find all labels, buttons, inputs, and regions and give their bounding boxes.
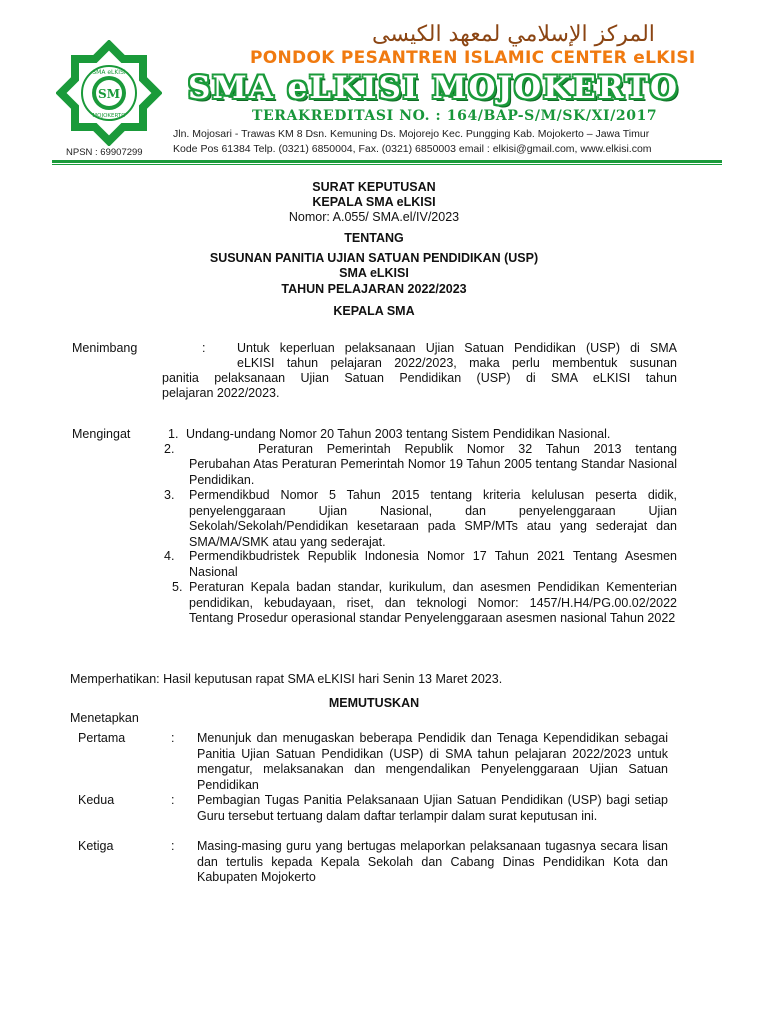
mengingat-num-1: 1. bbox=[168, 427, 179, 441]
subject-line-3: TAHUN PELAJARAN 2022/2023 bbox=[281, 282, 467, 296]
arabic-name: المركز الإسلامي لمعهد الكيسى bbox=[372, 22, 655, 47]
school-logo bbox=[56, 40, 162, 146]
mengingat-item-4: Permendikbudristek Republik Indonesia Nomor 17 Tahun 2021 Tentang Asesmen Nasional bbox=[189, 549, 677, 579]
doc-number: Nomor: A.055/ SMA.el/IV/2023 bbox=[288, 210, 460, 224]
school-name: SMA eLKISI MOJOKERTO bbox=[188, 70, 680, 106]
subject-line-2: SMA eLKISI bbox=[339, 266, 409, 280]
decision-colon-kedua: : bbox=[171, 793, 175, 807]
logo-bottom-text: MOJOKERTO bbox=[92, 113, 126, 119]
accreditation: TERAKREDITASI NO. : 164/BAP-S/M/SK/XI/2017 bbox=[252, 108, 658, 124]
subject-line-1: SUSUNAN PANITIA UJIAN SATUAN PENDIDIKAN (USP) bbox=[209, 251, 539, 265]
mengingat-item-2-first: Peraturan Pemerintah Republik Nomor 32 Tahun 2013 tentang bbox=[258, 442, 677, 456]
memperhatikan: Memperhatikan: Hasil keputusan rapat SMA eLKISI hari Senin 13 Maret 2023. bbox=[70, 672, 503, 686]
address-line-1: Jln. Mojosari - Trawas KM 8 Dsn. Kemuning Ds. Mojorejo Kec. Pungging Kab. Mojokerto – Jawa Timur bbox=[173, 128, 650, 140]
memutuskan-heading: MEMUTUSKAN bbox=[328, 696, 420, 710]
menimbang-label: Menimbang bbox=[72, 341, 138, 355]
logo-top-text: SMA eLKISI bbox=[92, 69, 126, 76]
logo-center-text: SM bbox=[98, 87, 120, 101]
header-divider bbox=[52, 160, 722, 163]
decision-colon-ketiga: : bbox=[171, 839, 175, 853]
mengingat-item-3: Permendikbud Nomor 5 Tahun 2015 tentang kriteria kelulusan peserta didik, penyelenggaraan Ujian Nasional, dan penyelenggaraan Ujian Sekolah/Sekolah/Pendidikan kesetaraan pada SMP/MTs atau yang sederajat dan SMA/MA/SMK atau yang sederajat. bbox=[189, 488, 677, 549]
menimbang-line-2: eLKISI tahun pelajaran 2022/2023, maka perlu membentuk susunan bbox=[237, 356, 677, 370]
mengingat-num-3: 3. bbox=[164, 488, 175, 502]
npsn: NPSN : 69907299 bbox=[66, 147, 143, 158]
menimbang-line-1: Untuk keperluan pelaksanaan Ujian Satuan Pendidikan (USP) di SMA bbox=[237, 341, 677, 355]
mengingat-item-2-rest: Perubahan Atas Peraturan Pemerintah Nomor 19 Tahun 2005 tentang Standar Nasional Pendidikan. bbox=[189, 457, 677, 487]
decision-label-ketiga: Ketiga bbox=[78, 839, 114, 853]
menimbang-colon: : bbox=[202, 341, 206, 355]
kepala-heading: KEPALA SMA bbox=[333, 304, 415, 318]
mengingat-num-5: 5. bbox=[172, 580, 183, 594]
address-line-2: Kode Pos 61384 Telp. (0321) 6850004, Fax. (0321) 6850003 email : elkisi@gmail.com, www.elkisi.com bbox=[173, 143, 652, 155]
tentang-heading: TENTANG bbox=[344, 231, 404, 245]
header-divider-thin bbox=[52, 164, 722, 165]
menimbang-line-3: panitia pelaksanaan Ujian Satuan Pendidikan (USP) di SMA eLKISI tahun bbox=[162, 371, 677, 385]
mengingat-label: Mengingat bbox=[72, 427, 131, 441]
doc-issuer: KEPALA SMA eLKISI bbox=[312, 195, 436, 209]
mengingat-num-4: 4. bbox=[164, 549, 175, 563]
decision-text-ketiga: Masing-masing guru yang bertugas melaporkan pelaksanaan tugasnya secara lisan dan tertulis kepada Kepala Sekolah dan Cabang Dinas Pendidikan Kota dan Kabupaten Mojokerto bbox=[197, 839, 668, 884]
mengingat-item-5: Peraturan Kepala badan standar, kurikulum, dan asesmen Pendidikan Kementerian pendidikan, kebudayaan, riset, dan teknologi Nomor: 1457/H.H4/PG.00.02/2022 Tentang Prosedur operasional standar Penyelenggaraan asesmen nasional Tahun 2022 bbox=[189, 580, 677, 625]
decision-colon-pertama: : bbox=[171, 731, 175, 745]
mengingat-item-1: Undang-undang Nomor 20 Tahun 2003 tentang Sistem Pendidikan Nasional. bbox=[186, 427, 611, 441]
decision-text-kedua: Pembagian Tugas Panitia Pelaksanaan Ujian Satuan Pendidikan (USP) bagi setiap Guru tersebut tertuang dalam daftar terlampir dalam surat keputusan ini. bbox=[197, 793, 668, 823]
menimbang-line-4: pelajaran 2022/2023. bbox=[162, 386, 280, 400]
doc-title: SURAT KEPUTUSAN bbox=[312, 180, 436, 194]
mengingat-num-2: 2. bbox=[164, 442, 175, 456]
decision-label-kedua: Kedua bbox=[78, 793, 115, 807]
institution-name: PONDOK PESANTREN ISLAMIC CENTER eLKISI bbox=[250, 48, 696, 68]
decision-label-pertama: Pertama bbox=[78, 731, 126, 745]
decision-text-pertama: Menunjuk dan menugaskan beberapa Pendidik dan Tenaga Kependidikan sebagai Panitia Ujian Satuan Pendidikan (USP) di SMA tahun pelajaran 2022/2023 untuk mengatur, melaksanakan dan mengendalikan Penyelenggaraan Ujian Satuan Pendidikan bbox=[197, 731, 668, 792]
menetapkan-label: Menetapkan bbox=[70, 711, 139, 725]
